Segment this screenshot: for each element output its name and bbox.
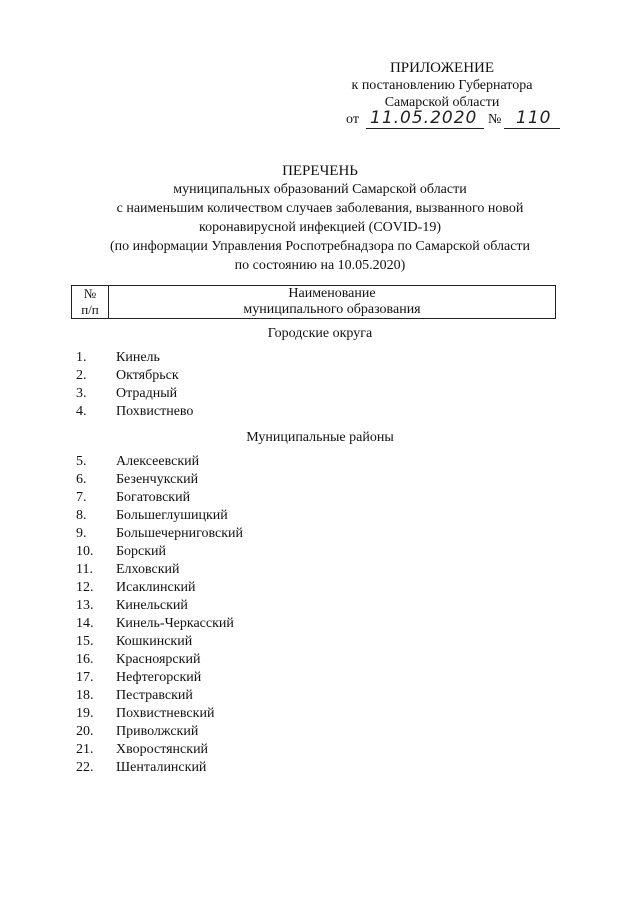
heading-line: по состоянию на 10.05.2020) bbox=[234, 258, 406, 273]
number-handwritten: 110 bbox=[516, 108, 552, 128]
item-name: Алексеевский bbox=[116, 454, 200, 469]
item-name: Похвистневский bbox=[116, 706, 215, 721]
item-number: 11. bbox=[76, 562, 93, 577]
header-name-line-1: Наименование bbox=[288, 286, 376, 301]
item-number: 20. bbox=[76, 724, 94, 739]
item-number: 21. bbox=[76, 742, 94, 757]
appendix-title: ПРИЛОЖЕНИЕ bbox=[389, 60, 495, 76]
item-name: Хворостянский bbox=[116, 742, 209, 757]
item-number: 17. bbox=[76, 670, 94, 685]
header-number-column bbox=[72, 286, 109, 318]
heading-line: муниципальных образований Самарской области bbox=[173, 182, 467, 197]
date-handwritten: 11.05.2020 bbox=[370, 108, 478, 128]
item-name: Большечерниговский bbox=[116, 526, 244, 541]
number-prefix: № bbox=[488, 112, 502, 127]
item-name: Богатовский bbox=[116, 490, 191, 505]
date-underline bbox=[366, 128, 484, 129]
item-name: Безенчукский bbox=[116, 472, 199, 487]
item-name: Отрадный bbox=[116, 386, 178, 401]
item-name: Кинель-Черкасский bbox=[116, 616, 234, 631]
item-number: 7. bbox=[76, 490, 87, 505]
document-heading bbox=[60, 162, 580, 275]
item-name: Нефтегорский bbox=[116, 670, 202, 685]
item-number: 6. bbox=[76, 472, 87, 487]
heading-line: коронавирусной инфекцией (COVID-19) bbox=[199, 220, 441, 235]
item-name: Кинель bbox=[116, 350, 160, 365]
item-number: 18. bbox=[76, 688, 94, 703]
heading-line: (по информации Управления Роспотребнадзора по Самарской области bbox=[109, 239, 531, 254]
item-name: Красноярский bbox=[116, 652, 201, 667]
item-number: 1. bbox=[76, 350, 87, 365]
item-number: 19. bbox=[76, 706, 94, 721]
item-number: 13. bbox=[76, 598, 94, 613]
item-name: Кошкинский bbox=[116, 634, 193, 649]
item-number: 5. bbox=[76, 454, 87, 469]
item-name: Большеглушицкий bbox=[116, 508, 228, 523]
item-name: Октябрьск bbox=[116, 368, 179, 383]
item-number: 10. bbox=[76, 544, 94, 559]
date-prefix: от bbox=[346, 112, 359, 127]
table-header bbox=[71, 285, 556, 319]
item-number: 14. bbox=[76, 616, 94, 631]
item-name: Похвистнево bbox=[116, 404, 194, 419]
number-underline bbox=[504, 128, 560, 129]
header-name-line-2: муниципального образования bbox=[243, 302, 421, 317]
document-date-number bbox=[346, 110, 566, 130]
item-number: 3. bbox=[76, 386, 87, 401]
item-name: Елховский bbox=[116, 562, 180, 577]
item-name: Приволжский bbox=[116, 724, 199, 739]
item-number: 12. bbox=[76, 580, 94, 595]
appendix-line-1: к постановлению Губернатора bbox=[351, 78, 533, 93]
item-name: Кинельский bbox=[116, 598, 188, 613]
item-name: Исаклинский bbox=[116, 580, 196, 595]
item-name: Пестравский bbox=[116, 688, 193, 703]
heading-line: с наименьшим количеством случаев заболевания, вызванного новой bbox=[116, 201, 524, 216]
item-number: 4. bbox=[76, 404, 87, 419]
item-number: 8. bbox=[76, 508, 87, 523]
item-number: 22. bbox=[76, 760, 94, 775]
item-number: 9. bbox=[76, 526, 87, 541]
appendix-line-2: Самарской области bbox=[384, 95, 500, 110]
section-title-municipal-districts: Муниципальные районы bbox=[246, 430, 394, 445]
header-number-line-2: п/п bbox=[81, 302, 99, 317]
item-number: 2. bbox=[76, 368, 87, 383]
item-number: 15. bbox=[76, 634, 94, 649]
header-number-line-1: № bbox=[83, 286, 97, 301]
appendix-block bbox=[322, 60, 562, 111]
item-number: 16. bbox=[76, 652, 94, 667]
heading-title: ПЕРЕЧЕНЬ bbox=[282, 163, 358, 179]
item-name: Борский bbox=[116, 544, 167, 559]
header-name-column bbox=[109, 286, 555, 318]
item-name: Шенталинский bbox=[116, 760, 207, 775]
section-title-urban-districts: Городские округа bbox=[267, 326, 373, 341]
